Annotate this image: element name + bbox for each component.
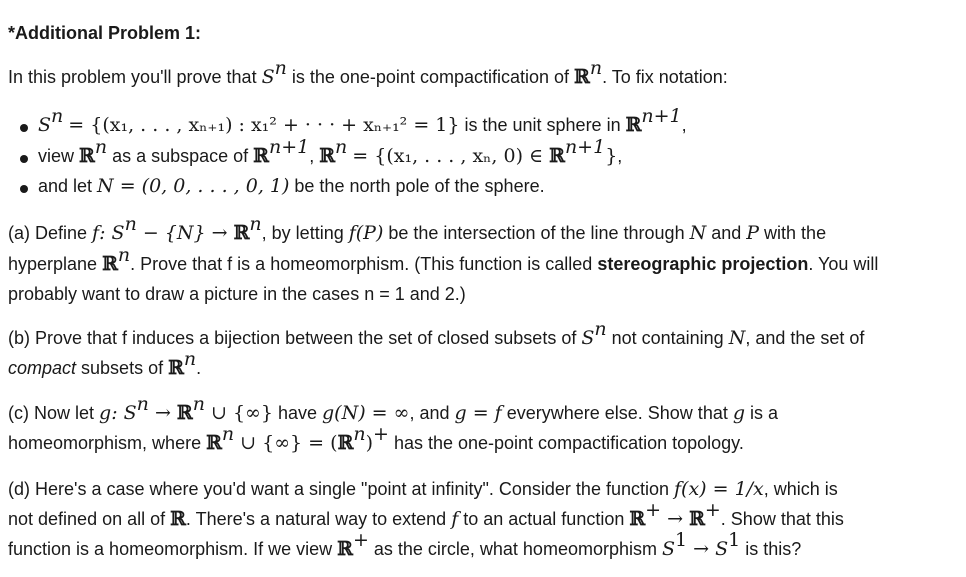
math-R: ℝ (253, 145, 269, 167)
math-R: ℝ (176, 402, 193, 424)
text: (c) Now let (8, 403, 100, 423)
math-exp-n: n (221, 423, 235, 445)
text: , which is (763, 479, 838, 499)
math-map-2: − {N} → (136, 222, 234, 244)
math-exp-n: n (136, 393, 149, 415)
intro-text-1: In this problem you'll prove that (8, 67, 262, 87)
math-union-infinity: ∪ {∞} (204, 402, 273, 424)
math-arrow: → (148, 402, 177, 424)
bullet-3-text-2: be the north pole of the sphere. (289, 176, 545, 196)
text: and (706, 223, 747, 243)
part-b-line-1 (8, 318, 865, 349)
math-exp-n: n (335, 136, 348, 158)
text: (b) Prove that f induces a bijection between the set of closed subsets of (8, 328, 582, 348)
part-a-line-3: probably want to draw a picture in the cases n = 1 and 2.) (8, 284, 466, 304)
math-exp-n-plus-1: n+1 (641, 105, 682, 127)
math-arrow: → (687, 538, 716, 560)
math-exp-plus: + (645, 499, 662, 521)
text: , and (409, 403, 455, 423)
part-c-line-2 (8, 423, 744, 454)
text: , and the set of (745, 328, 865, 348)
math-R: ℝ (168, 357, 184, 379)
sphere-definition: = {(x₁, . . . , xₙ₊₁) : x₁² + · · · + xₙ₊₁² = 1} (68, 114, 460, 136)
math-N: N (689, 222, 707, 244)
text: have (272, 403, 323, 423)
text: as the circle, what homeomorphism (368, 539, 662, 559)
math-close-brace: } (605, 145, 618, 167)
text: is this? (740, 539, 802, 559)
text: has the one-point compactification topology. (388, 433, 744, 453)
math-g-eq-f: g = f (454, 402, 502, 424)
math-R: ℝ (337, 432, 354, 454)
math-exp-n: n (124, 213, 137, 235)
text: , by letting (261, 223, 349, 243)
text: . Prove that f is a homeomorphism. (This function is called (130, 254, 598, 274)
part-b-line-2: compact subsets of ℝ$^n$. (8, 348, 202, 379)
text: . You will (808, 254, 879, 274)
text: with the (759, 223, 827, 243)
math-R: ℝ (102, 253, 118, 275)
math-S: S (261, 66, 275, 88)
math-map: : S (111, 402, 137, 424)
math-R: ℝ (689, 508, 705, 530)
bullet-2: view ℝ$^n$ as a subspace of ℝ$^{n+1}$, ℝ$^n$ = {(x₁, . . . , xₙ, 0) ∈ ℝ$^{n+1}$}, (38, 136, 623, 167)
math-f: f (451, 508, 459, 530)
part-a-line-2 (8, 244, 879, 275)
math-exp-n: n (594, 318, 607, 340)
text: function is a homeomorphism. If we view (8, 539, 338, 559)
bullet-2-text-1: view (38, 146, 80, 166)
math-exp-n: n (192, 393, 205, 415)
math-R: ℝ (574, 66, 590, 88)
subspace-definition: = {(x₁, . . . , xₙ, 0) ∈ (352, 145, 550, 167)
part-a-line-1 (8, 213, 827, 244)
math-exp-n-plus-1: n+1 (268, 136, 310, 158)
math-R: ℝ (170, 508, 186, 530)
math-exp-n: n (117, 244, 131, 266)
math-exp-plus: + (352, 529, 369, 551)
math-union-infinity: ∪ {∞} = ( (234, 432, 338, 454)
intro-line (8, 57, 728, 88)
math-exp-plus: + (373, 423, 389, 445)
text: be the intersection of the line through (383, 223, 690, 243)
math-g: g (99, 402, 112, 424)
math-exp-1: 1 (675, 529, 688, 551)
text: homeomorphism, where (8, 433, 207, 453)
text: . There's a natural way to extend (185, 509, 452, 529)
math-S: S (661, 538, 676, 560)
math-S: S (581, 327, 595, 349)
math-R: ℝ (629, 508, 646, 530)
math-R: ℝ (206, 432, 222, 454)
text: is a (745, 403, 779, 423)
term-compact: compact (8, 358, 77, 378)
term-stereographic-projection: stereographic projection (597, 254, 809, 274)
math-R: ℝ (625, 114, 642, 136)
part-d-line-1 (8, 480, 838, 499)
north-pole-definition: N = (0, 0, . . . , 0, 1) (97, 175, 290, 197)
intro-text-2: is the one-point compactification of (286, 67, 575, 87)
bullet-1: $S^n = \{(x_1$, . . . , xₙ₊₁) : x₁² + · · · + xₙ₊₁² = 1} is the unit sphere in ℝ$^{n+1}$, (38, 105, 687, 136)
text: to an actual function (458, 509, 630, 529)
bullet-dot (20, 185, 28, 193)
math-exp-n: n (94, 136, 108, 158)
text: (d) Here's a case where you'd want a single "point at infinity". Consider the function (8, 479, 674, 499)
intro-text-3: . To fix notation: (602, 67, 728, 87)
math-exp-n: n (249, 213, 262, 235)
math-exp-n-plus-1: n+1 (564, 136, 606, 158)
bullet-3-text-1: and let (38, 176, 98, 196)
math-g: g (732, 402, 746, 424)
text: not containing (606, 328, 729, 348)
bullet-dot (20, 124, 28, 132)
math-fP: f(P) (348, 222, 384, 244)
math-exp-n: n (274, 57, 287, 79)
part-d-line-3 (8, 529, 802, 560)
text: hyperplane (8, 254, 103, 274)
math-f: f (92, 222, 100, 244)
part-d-line-2 (8, 499, 844, 530)
text: everywhere else. Show that (501, 403, 733, 423)
problem-heading: *Additional Problem 1: (8, 23, 202, 43)
math-R: ℝ (233, 222, 250, 244)
math-R: ℝ (549, 145, 565, 167)
math-S: S (715, 538, 729, 560)
math-R: ℝ (337, 538, 353, 560)
math-exp-n: n (183, 348, 197, 370)
math-R: ℝ (79, 145, 95, 167)
math-exp-n: n (353, 423, 366, 445)
bullet-2-text-2: as a subspace of (107, 146, 254, 166)
math-exp-n: n (51, 105, 64, 127)
text: (a) Define (8, 223, 93, 243)
math-arrow: → (661, 508, 690, 530)
math-exp-n: n (589, 57, 603, 79)
bullet-1-text: is the unit sphere in (459, 115, 626, 135)
part-c-line-1 (8, 393, 779, 424)
bullet-dot (20, 155, 28, 163)
text: subsets of (76, 358, 169, 378)
math-exp-1: 1 (728, 529, 741, 551)
math-map: : S (99, 222, 125, 244)
math-f-of-x: f(x) = 1/x (674, 478, 764, 500)
math-R: ℝ (319, 145, 336, 167)
math-gN: g(N) = ∞ (322, 402, 410, 424)
bullet-3 (38, 177, 545, 196)
math-P: P (746, 222, 760, 244)
text: not defined on all of (8, 509, 171, 529)
math-exp-plus: + (704, 499, 721, 521)
math-S: S (38, 114, 52, 136)
math-paren: ) (365, 432, 374, 454)
text: . Show that this (720, 509, 844, 529)
math-N: N (728, 327, 746, 349)
